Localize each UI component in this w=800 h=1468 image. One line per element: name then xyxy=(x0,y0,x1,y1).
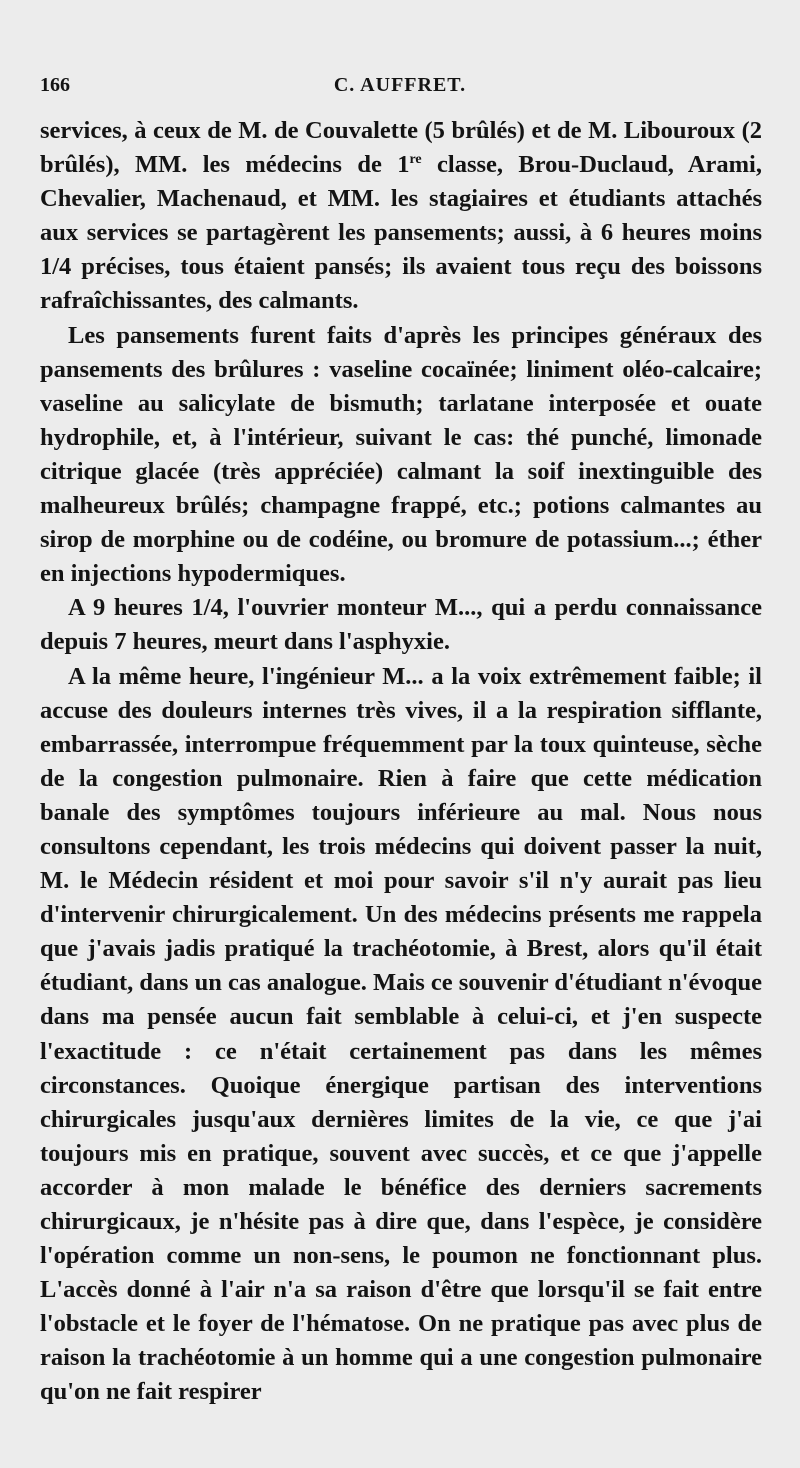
page-header xyxy=(40,74,760,104)
running-head: C. AUFFRET. xyxy=(333,74,467,96)
superscript: re xyxy=(409,151,422,167)
paragraph: services, à ceux de M. de Couvalette (5 brûlés) et de M. Libouroux (2 brûlés), MM. les médecins de 1re classe, Brou-Duclaud, Arami, Chevalier, Machenaud, et MM. les stagiaires et étudiants attachés aux services se partagèrent les pansements; aussi, à 6 heures moins 1/4 précises, tous étaient pansés; ils avaient tous reçu des boissons rafraîchissantes, des calmants. xyxy=(40,117,762,315)
paragraph: A 9 heures 1/4, l'ouvrier monteur M..., qui a perdu connaissance depuis 7 heures, meurt dans l'asphyxie. xyxy=(40,594,762,656)
page-number: 166 xyxy=(40,74,70,96)
paragraph: Les pansements furent faits d'après les principes généraux des pansements des brûlures : vaseline cocaïnée; liniment oléo-calcaire; vaseline au salicylate de bismuth; tarlatane interposée et ouate hydrophile, et, à l'intérieur, suivant le cas: thé punché, limonade citrique glacée (très appréciée) calmant la soif inextinguible des malheureux brûlés; champagne frappé, etc.; potions calmantes au sirop de morphine ou de codéine, ou bromure de potassium...; éther en injections hypodermiques. xyxy=(40,321,762,588)
paragraph: A la même heure, l'ingénieur M... a la voix extrêmement faible; il accuse des douleurs internes très vives, il a la respiration sifflante, embarrassée, interrompue fréquemment par la toux quinteuse, sèche de la congestion pulmonaire. Rien à faire que cette médication banale des symptômes toujours inférieure au mal. Nous nous consultons cependant, les trois médecins qui doivent passer la nuit, M. le Médecin résident et moi pour savoir s'il n'y aurait pas lieu d'intervenir chirurgicalement. Un des médecins présents me rappela que j'avais jadis pratiqué la trachéotomie, à Brest, alors qu'il était étudiant, dans un cas analogue. Mais ce souvenir d'étudiant n'évoque dans ma pensée aucun fait semblable à celui-ci, et j'en suspecte l'exactitude : ce n'était certainement pas dans les mêmes circonstances. Quoique énergique partisan des interventions chirurgicales jusqu'aux dernières limites de la vie, ce que j'ai toujours mis en pratique, souvent avec succès, et ce que j'appelle accorder à mon malade le bénéfice des derniers sacrements chirurgicaux, je n'hésite pas à dire que, dans l'espèce, je considère l'opération comme un non-sens, le poumon ne fonctionnant plus. L'accès donné à l'air n'a sa raison d'être que lorsqu'il se fait entre l'obstacle et le foyer de l'hématose. On ne pratique pas avec plus de raison la trachéotomie à un homme qui a une congestion pulmonaire qu'on ne fait respirer xyxy=(40,662,762,1406)
body-text xyxy=(40,114,762,1410)
